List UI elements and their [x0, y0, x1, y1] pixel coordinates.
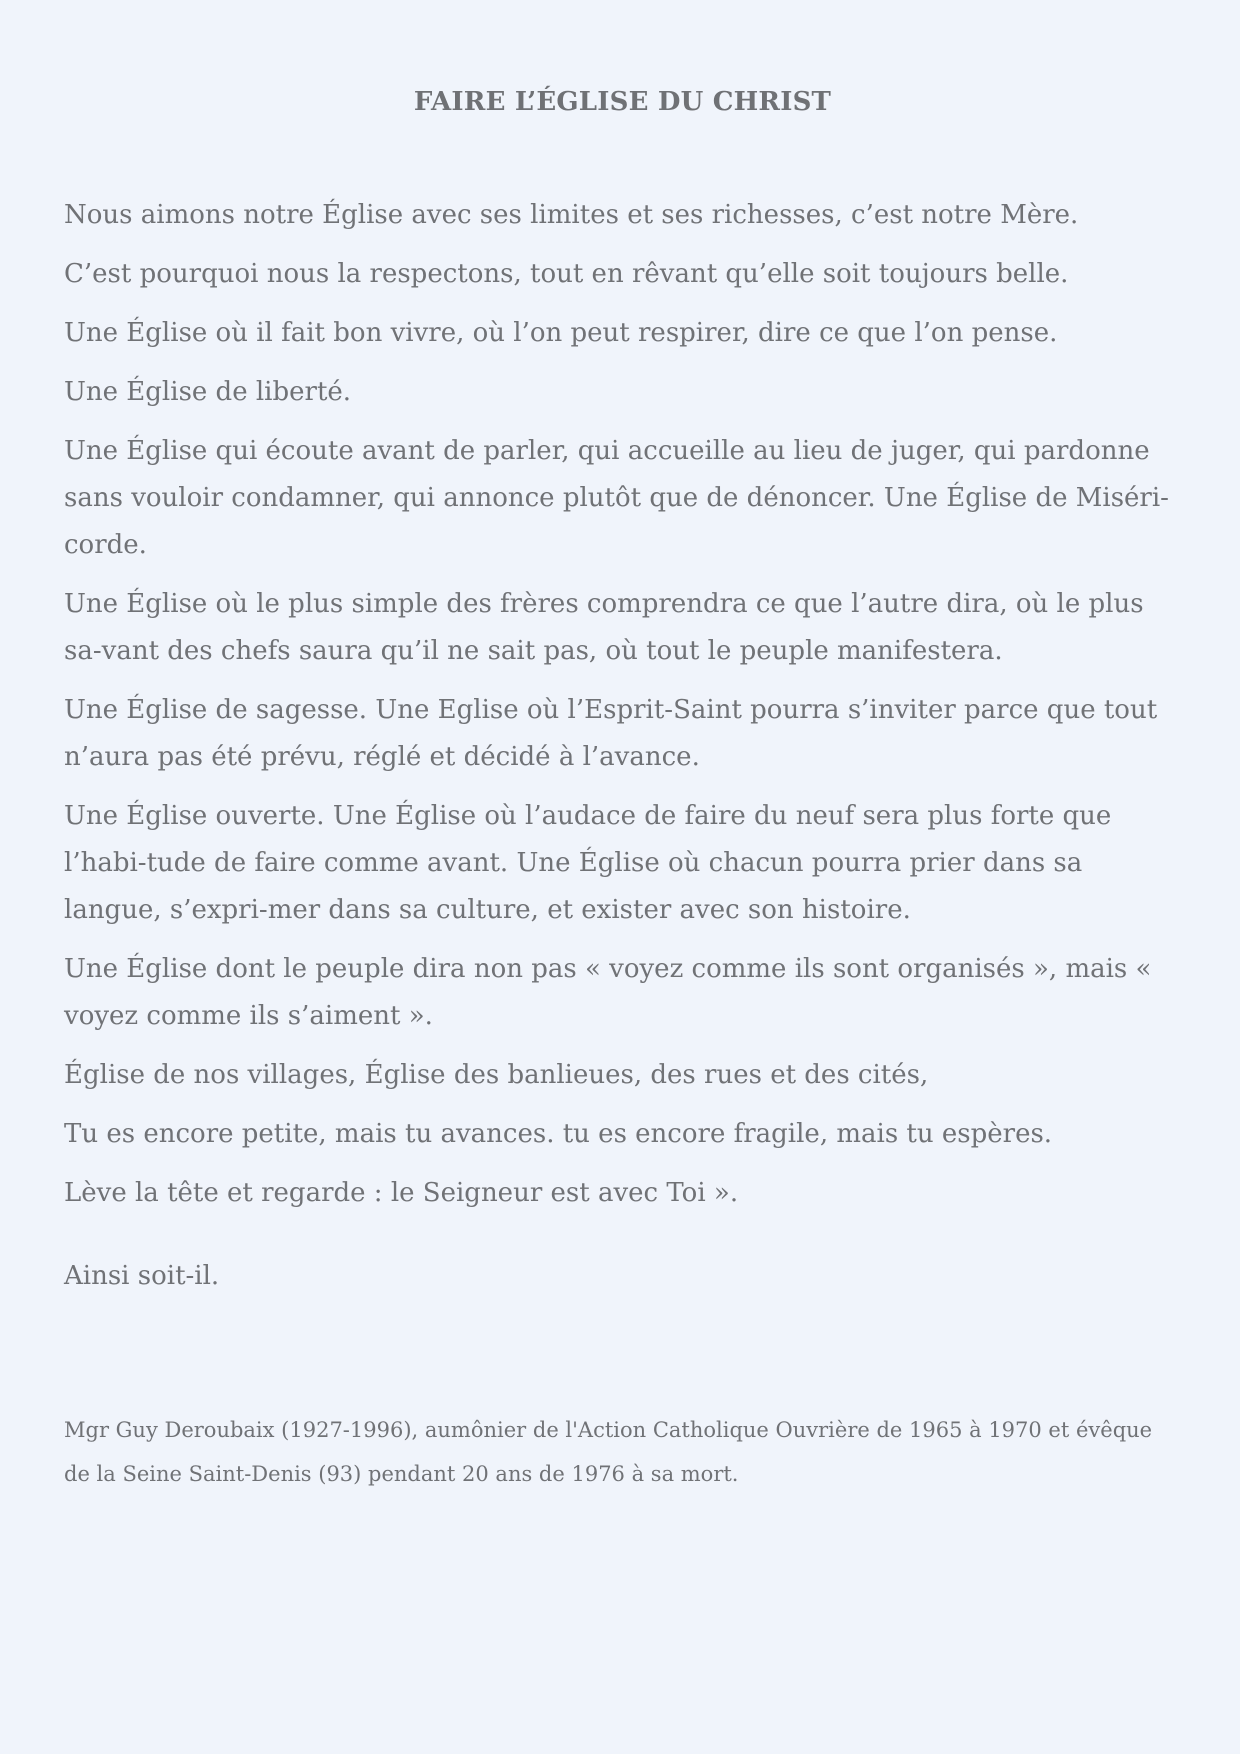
paragraph-11: Tu es encore petite, mais tu avances. tu es encore fragile, mais tu espères.	[64, 1119, 1053, 1149]
paragraph-10: Église de nos villages, Église des banlieues, des rues et des cités,	[64, 1060, 929, 1090]
footnote-text: Mgr Guy Deroubaix (1927-1996), aumônier de l'Action Catholique Ouvrière de 1965 à 1970 et évêque de la Seine Saint-Denis (93) pendant 20 ans de 1976 à sa mort.	[64, 1418, 1153, 1486]
paragraph-4: Une Église de liberté.	[64, 377, 352, 407]
closing-line: Ainsi soit-il.	[64, 1261, 220, 1291]
paragraph-1: Nous aimons notre Église avec ses limites et ses richesses, c’est notre Mère.	[64, 200, 1079, 230]
document-title: FAIRE L’ÉGLISE DU CHRIST	[413, 87, 832, 118]
paragraph-2: C’est pourquoi nous la respectons, tout en rêvant qu’elle soit toujours belle.	[64, 259, 1069, 289]
paragraph-3: Une Église où il fait bon vivre, où l’on peut respirer, dire ce que l’on pense.	[64, 318, 1058, 348]
paragraph-5: Une Église qui écoute avant de parler, qui accueille au lieu de juger, qui pardonne sans vouloir condamner, qui annonce plutôt que de dénoncer. Une Église de Miséri-corde.	[64, 436, 1169, 560]
paragraph-12: Lève la tête et regarde : le Seigneur est avec Toi ».	[64, 1178, 739, 1208]
paragraph-9: Une Église dont le peuple dira non pas « voyez comme ils sont organisés », mais « voyez comme ils s’aiment ».	[64, 954, 1152, 1031]
paragraph-7: Une Église de sagesse. Une Eglise où l’Esprit-Saint pourra s’inviter parce que tout n’aura pas été prévu, réglé et décidé à l’avance.	[64, 695, 1158, 772]
paragraph-8: Une Église ouverte. Une Église où l’audace de faire du neuf sera plus forte que l’habi-tude de faire comme avant. Une Église où chacun pourra prier dans sa langue, s’expri-mer dans sa culture, et exister avec son histoire.	[64, 801, 1112, 925]
poem-body	[64, 192, 1179, 1312]
author-footnote	[64, 1408, 1179, 1496]
paragraph-6: Une Église où le plus simple des frères comprendra ce que l’autre dira, où le plus sa-vant des chefs saura qu’il ne sait pas, où tout le peuple manifestera.	[64, 589, 1144, 666]
